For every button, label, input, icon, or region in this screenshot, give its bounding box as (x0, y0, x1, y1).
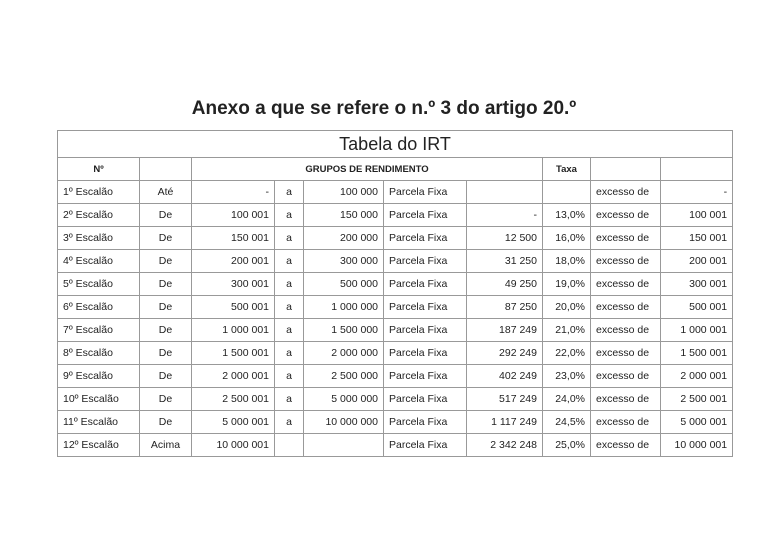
from-cell: 300 001 (192, 273, 275, 296)
fixed-label-cell: Parcela Fixa (384, 411, 467, 434)
rate-cell: 16,0% (543, 227, 591, 250)
fixed-amount-cell: 49 250 (467, 273, 543, 296)
excess-label-cell: excesso de (591, 181, 661, 204)
header-rate: Taxa (543, 158, 591, 181)
to-cell: 300 000 (304, 250, 384, 273)
prefix-cell: Até (140, 181, 192, 204)
to-cell: 200 000 (304, 227, 384, 250)
irt-table (57, 130, 733, 457)
fixed-label-cell: Parcela Fixa (384, 273, 467, 296)
excess-label-cell: excesso de (591, 250, 661, 273)
rate-cell: 24,5% (543, 411, 591, 434)
prefix-cell: De (140, 204, 192, 227)
rate-cell: 18,0% (543, 250, 591, 273)
fixed-amount-cell: 292 249 (467, 342, 543, 365)
excess-amount-cell: 1 500 001 (661, 342, 733, 365)
rate-cell: 23,0% (543, 365, 591, 388)
sep-cell: a (275, 319, 304, 342)
excess-label-cell: excesso de (591, 365, 661, 388)
table-row (58, 388, 733, 411)
sep-cell: a (275, 227, 304, 250)
table-row (58, 342, 733, 365)
excess-amount-cell: 2 500 001 (661, 388, 733, 411)
to-cell: 1 500 000 (304, 319, 384, 342)
to-cell: 5 000 000 (304, 388, 384, 411)
fixed-label-cell: Parcela Fixa (384, 250, 467, 273)
excess-label-cell: excesso de (591, 296, 661, 319)
fixed-amount-cell: 187 249 (467, 319, 543, 342)
excess-label-cell: excesso de (591, 227, 661, 250)
escalao-cell: 2º Escalão (58, 204, 140, 227)
table-row (58, 434, 733, 457)
rate-cell: 13,0% (543, 204, 591, 227)
table-row (58, 204, 733, 227)
rate-cell: 25,0% (543, 434, 591, 457)
excess-amount-cell: 200 001 (661, 250, 733, 273)
excess-label-cell: excesso de (591, 434, 661, 457)
table-row (58, 319, 733, 342)
sep-cell: a (275, 411, 304, 434)
excess-label-cell: excesso de (591, 319, 661, 342)
header-groups: GRUPOS DE RENDIMENTO (192, 158, 543, 181)
rate-cell (543, 181, 591, 204)
sep-cell: a (275, 365, 304, 388)
rate-cell: 19,0% (543, 273, 591, 296)
fixed-amount-cell (467, 181, 543, 204)
header-blank (140, 158, 192, 181)
excess-amount-cell: 100 001 (661, 204, 733, 227)
fixed-label-cell: Parcela Fixa (384, 227, 467, 250)
rate-cell: 24,0% (543, 388, 591, 411)
from-cell: 500 001 (192, 296, 275, 319)
excess-label-cell: excesso de (591, 273, 661, 296)
fixed-amount-cell: 12 500 (467, 227, 543, 250)
to-cell: 2 500 000 (304, 365, 384, 388)
excess-label-cell: excesso de (591, 411, 661, 434)
sep-cell (275, 434, 304, 457)
fixed-label-cell: Parcela Fixa (384, 434, 467, 457)
sep-cell: a (275, 296, 304, 319)
table-row (58, 250, 733, 273)
fixed-amount-cell: 1 117 249 (467, 411, 543, 434)
sep-cell: a (275, 250, 304, 273)
excess-amount-cell: 10 000 001 (661, 434, 733, 457)
fixed-amount-cell: 402 249 (467, 365, 543, 388)
prefix-cell: De (140, 319, 192, 342)
fixed-amount-cell: 31 250 (467, 250, 543, 273)
table-row (58, 365, 733, 388)
to-cell: 100 000 (304, 181, 384, 204)
excess-amount-cell: 500 001 (661, 296, 733, 319)
prefix-cell: De (140, 365, 192, 388)
from-cell: 2 500 001 (192, 388, 275, 411)
from-cell: 1 500 001 (192, 342, 275, 365)
sep-cell: a (275, 388, 304, 411)
header-num: Nº (58, 158, 140, 181)
escalao-cell: 11º Escalão (58, 411, 140, 434)
escalao-cell: 4º Escalão (58, 250, 140, 273)
excess-amount-cell: - (661, 181, 733, 204)
fixed-amount-cell: - (467, 204, 543, 227)
fixed-label-cell: Parcela Fixa (384, 342, 467, 365)
prefix-cell: De (140, 273, 192, 296)
sep-cell: a (275, 273, 304, 296)
prefix-cell: De (140, 227, 192, 250)
to-cell: 150 000 (304, 204, 384, 227)
to-cell: 2 000 000 (304, 342, 384, 365)
to-cell: 500 000 (304, 273, 384, 296)
escalao-cell: 6º Escalão (58, 296, 140, 319)
escalao-cell: 10º Escalão (58, 388, 140, 411)
from-cell: 200 001 (192, 250, 275, 273)
fixed-label-cell: Parcela Fixa (384, 365, 467, 388)
escalao-cell: 5º Escalão (58, 273, 140, 296)
from-cell: 2 000 001 (192, 365, 275, 388)
excess-amount-cell: 150 001 (661, 227, 733, 250)
from-cell: 5 000 001 (192, 411, 275, 434)
table-row (58, 181, 733, 204)
prefix-cell: De (140, 296, 192, 319)
fixed-label-cell: Parcela Fixa (384, 204, 467, 227)
fixed-label-cell: Parcela Fixa (384, 319, 467, 342)
from-cell: 1 000 001 (192, 319, 275, 342)
to-cell (304, 434, 384, 457)
table-row (58, 296, 733, 319)
sep-cell: a (275, 342, 304, 365)
excess-label-cell: excesso de (591, 388, 661, 411)
table-row (58, 273, 733, 296)
escalao-cell: 1º Escalão (58, 181, 140, 204)
prefix-cell: De (140, 388, 192, 411)
prefix-cell: De (140, 342, 192, 365)
from-cell: 10 000 001 (192, 434, 275, 457)
escalao-cell: 3º Escalão (58, 227, 140, 250)
to-cell: 1 000 000 (304, 296, 384, 319)
prefix-cell: De (140, 250, 192, 273)
rate-cell: 20,0% (543, 296, 591, 319)
excess-amount-cell: 2 000 001 (661, 365, 733, 388)
header-blank (591, 158, 661, 181)
from-cell: 100 001 (192, 204, 275, 227)
table-caption: Tabela do IRT (58, 131, 733, 158)
table-row (58, 227, 733, 250)
sep-cell: a (275, 181, 304, 204)
header-blank (661, 158, 733, 181)
excess-label-cell: excesso de (591, 204, 661, 227)
rate-cell: 22,0% (543, 342, 591, 365)
prefix-cell: De (140, 411, 192, 434)
escalao-cell: 8º Escalão (58, 342, 140, 365)
from-cell: 150 001 (192, 227, 275, 250)
document-title: Anexo a que se refere o n.º 3 do artigo 20.º (191, 98, 577, 119)
excess-label-cell: excesso de (591, 342, 661, 365)
sep-cell: a (275, 204, 304, 227)
escalao-cell: 9º Escalão (58, 365, 140, 388)
fixed-label-cell: Parcela Fixa (384, 388, 467, 411)
to-cell: 10 000 000 (304, 411, 384, 434)
from-cell: - (192, 181, 275, 204)
fixed-amount-cell: 2 342 248 (467, 434, 543, 457)
fixed-amount-cell: 87 250 (467, 296, 543, 319)
excess-amount-cell: 1 000 001 (661, 319, 733, 342)
fixed-amount-cell: 517 249 (467, 388, 543, 411)
fixed-label-cell: Parcela Fixa (384, 296, 467, 319)
prefix-cell: Acima (140, 434, 192, 457)
table-row (58, 411, 733, 434)
excess-amount-cell: 300 001 (661, 273, 733, 296)
fixed-label-cell: Parcela Fixa (384, 181, 467, 204)
rate-cell: 21,0% (543, 319, 591, 342)
escalao-cell: 7º Escalão (58, 319, 140, 342)
excess-amount-cell: 5 000 001 (661, 411, 733, 434)
escalao-cell: 12º Escalão (58, 434, 140, 457)
